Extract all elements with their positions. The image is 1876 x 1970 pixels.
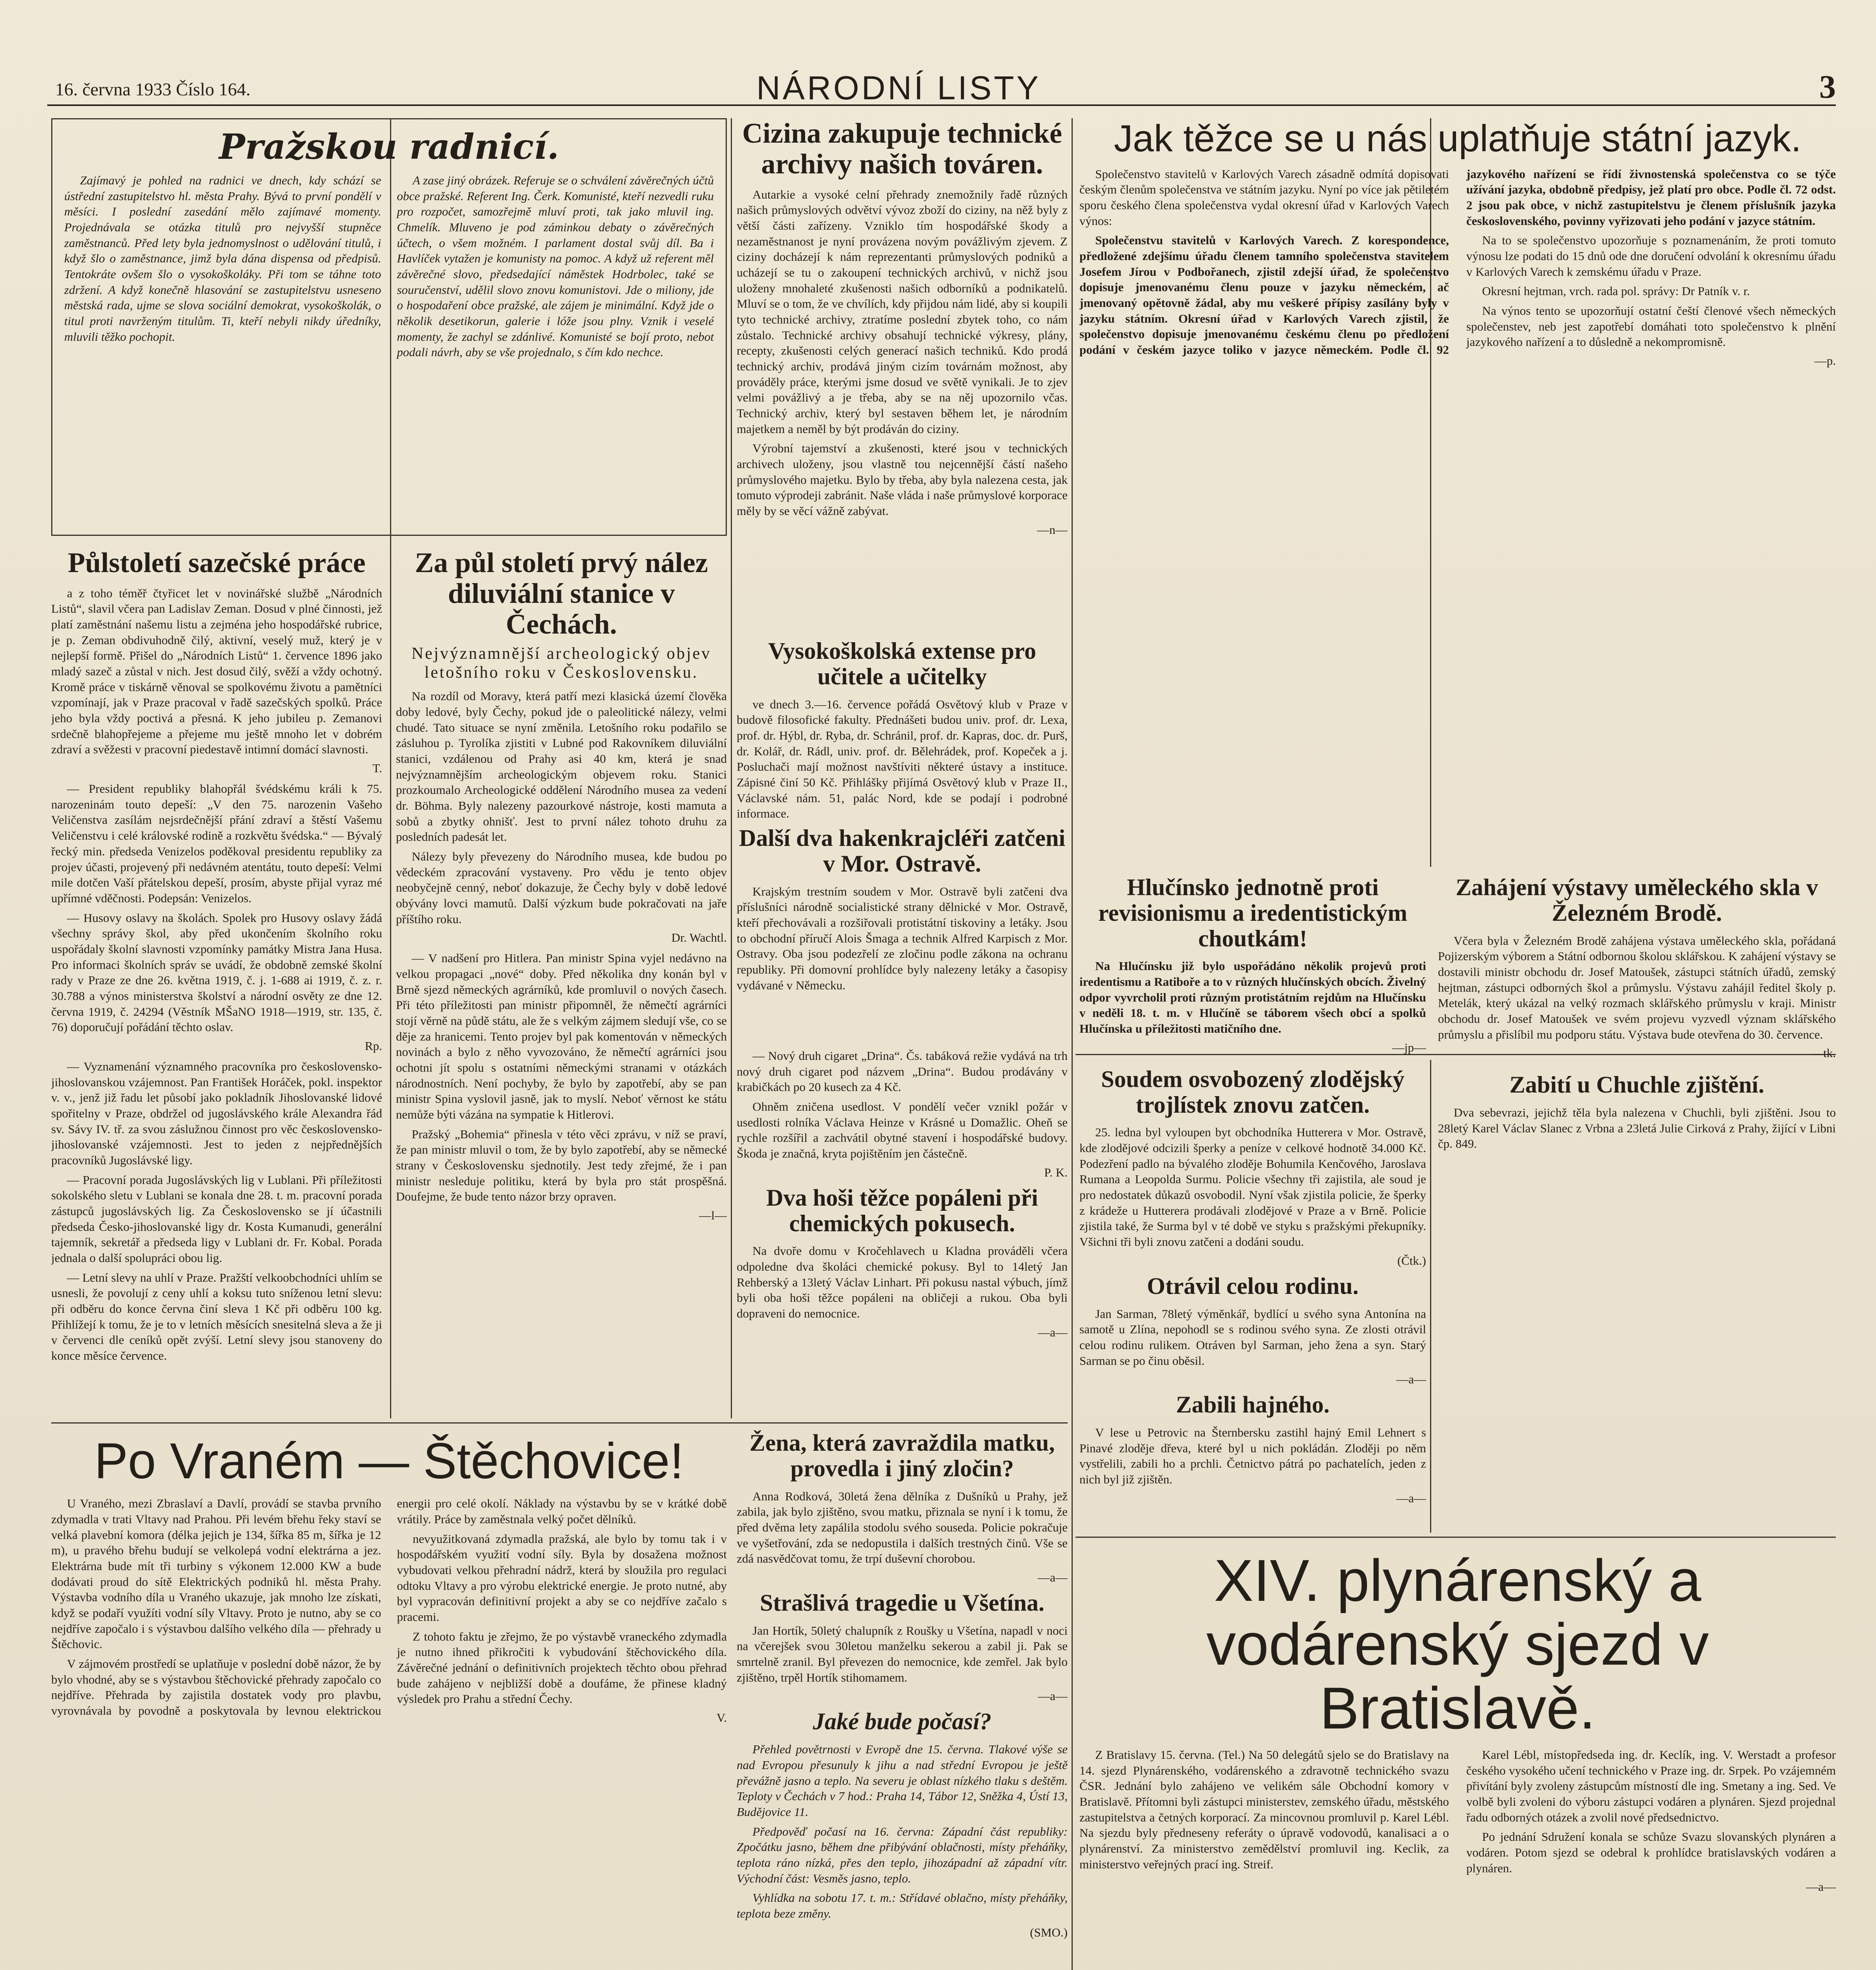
article-signature: Rp. [365,1039,382,1053]
article-paragraph: Autarkie a vysoké celní přehrady znemožnily řadě různých našich průmyslových odvětví vývoz zboží do ciziny, na něž byly z větší části zařízeny. Vzniklo tím hospodářské škody a nezaměstnanost je nyní provázena novým povážlivým zjevem. Z ciziny docházejí k nám reprezentanti průmyslových podniků a ucházejí se tu o zakoupení technických archivů, v nichž jsou uloženy mnohaleté zkušenosti našich odborníků a podnikatelů. Mluví se o tom, že ve chvílích, kdy přijdou nám lidé, aby si koupili tyto technické archivy, ztratíme poslední zbytek toho, co nám zůstalo. Technické archivy obsahují technické výkresy, plány, recepty, zkušenosti celých generací našich techniků. Kdo prodá technický archiv, prodává jiným cizím továrnám možnost, aby prováděly práce, kterými jsme dosud ve světě vynikali. Je to zjev velmi povážlivý a je třeba, aby se na něj upozornilo včas. Technický archiv, který byl sestaven během let, je národním majetkem a neměl by být prodáván do ciziny. [737,187,1068,436]
article-po-vranem [51,1434,727,1970]
article-cizina [737,118,1068,630]
headline: Otrávil celou rodinu. [1147,1273,1359,1299]
article-paragraph: ve dnech 3.—16. července pořádá Osvětový klub v Praze v budově filosofické fakulty. Přednášeti budou univ. prof. dr. Lexa, prof. dr. Hýbl, dr. Ryba, dr. Schránil, prof. dr. Kapras, doc. dr. Purš, dr. Kolář, dr. Rádl, univ. prof. dr. Bělehrádek, prof. Kopeček a j. Posluchači mají možnost navštíviti některé ústavy a instituce. Zápisné činí 50 Kč. Přihlášky přijímá Osvětový klub v Praze II., Václavské nám. 51, palác Nord, kde se podají i podrobné informace. [737,697,1068,821]
news-item: — Nový druh cigaret „Drina“. Čs. tabáková režie vydává na trh nový druh cigaret pod názvem „Drina“. Budou prodávány v krabičkách po 20 kusech za 4 Kč. [737,1049,1068,1094]
headline: Za půl století prvý nález diluviální stanice v Čechách. [414,548,708,640]
headline: Zabití u Chuchle zjištění. [1509,1072,1765,1098]
article-paragraph: V lese u Petrovic na Šternbersku zastihl hajný Emil Lehnert s Pinavé zloděje dřeva, které byl u nich pokládán. Zloději po něm vystřelili, zabili ho a prchli. Četnictvo pátrá po pachatelích, jeden z nich byl již zjištěn. [1079,1425,1426,1487]
article-paragraph: a z toho téměř čtyřicet let v novinářské službě „Národních Listů“, slavil včera pan Ladislav Zeman. Dosud v plné činnosti, jež platí zaměstnání našemu listu a zejména jeho hospodářské rubrice, je p. Zeman obdivuhodně čilý, aktivní, veselý muž, který je v nejlepší formě. Přišel do „Národních Listů“ 1. července 1896 jako mladý sazeč a zůstal v nich. Jest dosud čilý, svěží a vždy ochotný. Kromě práce v tiskárně věnoval se spolkovému životu a pamětníci vzpomínají, jak v Praze pracoval v řadě sazečských spolků. Práce jeho byla vždy poctivá a přesná. K jeho jubileu p. Zemanovi srdečně blahopřejeme a přejeme mu ještě mnoho let v dobrém zdraví a svěžesti v pracovní piedestavě intimní domácí slavnosti. [51,586,382,756]
article-paragraph: Na dvoře domu v Kročehlavech u Kladna prováděli včera odpoledne dva školáci chemické pokusy. Byl to 14letý Jan Rehberský a 13letý Václav Linhart. Při pokusu nastal výbuch, jímž byli oba hoši těžce popáleni na obličeji a rukou. Oba byli dopraveni do nemocnice. [737,1244,1068,1320]
headline: XIV. plynárenský a vodárenský sjezd v Bratislavě. [1206,1548,1709,1741]
article-paragraph: Zajímavý je pohled na radnici ve dnech, kdy schází se ústřední zastupitelstvo hl. města Prahy. Bývá to první pondělí v měsíci. I poslední zasedání mělo zajímavé momenty. Projednávala se otázka titulů pro nejvyšší stupněce zaměstnanců. Před lety byla jednomyslnost o udělování titulů, i když šlo o zaměstnance, jimž byla dána dispensa od předpisů. Tentokráte ovšem šlo o vysokoškoláky. Při tom se táhne toto zdržení. A když konečně hlasování se zastupitelstvu usneseno městská rada, ujme se slova sociální demokrat, vysokoškolák, o titul proti navrženým titulům. Ti, kteří nebyli nikdy úředníky, mluvili těžko pochopit. [64,173,381,344]
article-paragraph: — V nadšení pro Hitlera. Pan ministr Spina vyjel nedávno na velkou propagaci „nové“ doby. Před několika dny konán byl v Brně sjezd německých agrárníků, kde promluvil o nových časech. Při této příležitosti pan ministr připomněl, že němečtí agrárníci stojí věrně na půdě státu, ale že s velkým zájmem sledují vše, co se děje za hranicemi. Tento projev byl pak komentován v německých novinách a bylo z něho vyvozováno, že němečtí agrárníci jsou ochotni jít spolu s ostatními německými stranami v otázkách národnostních. Není pochyby, že bylo by zapotřebí, aby se pan ministr Spina vyslovil jasně, jak to myslí. Neboť věrnost ke státu nemůže býti vázána na sympatie k Hitlerovi. [396,951,727,1122]
column-rule [1430,1060,1431,1533]
article-signature: —l— [699,1208,727,1223]
article-signature: —jp— [1392,1040,1426,1054]
headline: Vysokoškolská extense pro učitele a učitelky [768,638,1036,690]
article-plynarensky-sjezd [1079,1548,1836,1970]
headline: Jak těžce se u nás uplatňuje státní jazyk. [1114,118,1802,160]
article-signature: Dr. Wachtl. [671,931,727,945]
article-col5-middle [1438,875,1836,1533]
masthead-bar [24,47,1852,106]
article-signature: —a— [1038,1570,1068,1584]
section-rule [51,1422,1068,1424]
article-signature: V. [716,1710,727,1725]
article-signature: —a— [1806,1880,1836,1894]
headline: Zabili hajného. [1176,1392,1330,1418]
article-paragraph: Společenstvu stavitelů v Karlových Varech. Z korespondence, předložené zdejšímu úřadu členem tamního společenstva stavitelem Josefem Jírou v Podbořanech, zjistil zdejší úřad, že společenstvo dopisuje jmenovanému členu pouze v jazyku německém, ač jmenovaný opětovně žádal, aby mu veškeré přípisy zasílány byly v jazyku státním. Okresní úřad v Karlových Varech zjistil, že společenstvo dopisuje jmenovanému českému členu po předložení podání v českém jazyce toliko v jazyce německém. Podle čl. 92 jazykového nařízení se řídí živnostenská společenstva co se týče užívání jazyka, obdobně předpisy, jež platí pro obce. Podle čl. 72 odst. 2 jsou pak obce, v nichž zastupitelstvu je členem příslušník jazyka československého, povinny vyřizovati jeho podání v jazyce státním. [1079,167,1836,357]
article-paragraph: Karel Lébl, místopředseda ing. dr. Keclík, ing. V. Werstadt a profesor českého vysokého učení technického v Praze ing. dr. Srpek. Po vzájemném přivítání byly zvoleny zástupcům místností dle ing. Smetany a ing. Sed. Ve volbě byli zvoleni do výboru zástupci vodáren a plynáren. Sjezd projednal řadu odborných otázek a zvolil nové předsednictvo. [1466,1748,1836,1824]
article-paragraph: Výrobní tajemství a zkušenosti, které jsou v technických archivech uloženy, jsou vlastně tou nejcennější částí našeho průmyslového majetku. Bylo by třeba, aby byla nalezena cesta, jak tomuto výprodeji zabránit. Naše vláda i naše průmyslové korporace měly by se věcí vážně zabývat. [737,441,1068,518]
article-col3-lower [737,1430,1068,1970]
article-signature: (SMO.) [1030,1925,1068,1939]
headline: Jaké bude počasí? [813,1708,992,1735]
header-rule [47,104,1836,106]
article-signature: —a— [1038,1689,1068,1703]
headline: Po Vraném — Štěchovice! [94,1434,684,1489]
article-vysokoskolska [737,638,1068,1040]
page-number: 3 [1819,69,1836,105]
news-item: — Vyznamenání významného pracovníka pro československo-jihoslovanskou vzájemnost. Pan František Horáček, pokl. inspektor v. v., jenž již řadu let působí jako pokladník Jihoslovanské lidové spořitelny v Praze, obdržel od jugoslávského krále Alexandra řád sv. Sávy IV. tř. za svou záslužnou činnost pro věc československo-jihoslovanské vzájemnosti. Jest to jeden z nejpřednějších pracovníků Jugoslávské ligy. [51,1059,382,1167]
column-rule [1072,118,1073,1970]
article-paragraph: Z Bratislavy 15. června. (Tel.) Na 50 delegátů sjelo se do Bratislavy na 14. sjezd Plynárenského, vodárenského a zdravotně technického svazu ČSR. Jednání bylo zahájeno ve velikém sále Obchodní komory v Bratislavě. Přítomni byli zástupci ministerstev, zemského úřadu, městského zastupitelstva a četných korporací. Za mincovnou promluvil p. Karel Lébl. Na sjezdu byly předneseny referáty o úpravě vodovodů, kanalisaci a o plynárenství. Za ministerstvo zemědělství promluvil ing. Keclik, za ministerstvo veřejných prací ing. Streif. [1079,1748,1449,1871]
article-signature: —tk. [1811,1046,1836,1060]
headline: Soudem osvobozený zlodějský trojlístek znovu zatčen. [1101,1066,1405,1118]
article-paragraph: Předpověď počasí na 16. června: Západní část republiky: Zpočátku jasno, během dne přibývání oblačnosti, místy přeháňky, teplota ráno nízká, přes den teplo, jihozápadní až západní vítr. Východní část: Vesměs jasno, teplo. [737,1824,1068,1885]
news-item: — President republiky blahopřál švédskému králi k 75. narozeninám touto depeší: „V den 75. narozenin Vašeho Veličenstva zasílám nejsrdečnější přání zdraví a štěstí Vašemu Veličenstvu i celé královské rodině a rozkvětu švédska.“ — Bývalý řecký min. předseda Venizelos poděkoval presidentu republiky za projev účasti, projevený při nedávném atentátu, touto depeší: Velmi mile dotčen Vaší přátelskou depeší, prosím, abyste přijal vyraz mé upřímné vděčnosti. Podepsán: Venizelos. [51,782,382,905]
article-jak-tezce [1079,118,1836,867]
article-paragraph: Jan Sarman, 78letý výměnkář, bydlící u svého syna Antonína na samotě u Zlína, nepohodl se s rodinou svého syna. Ze zlosti otrávil celou rodinu rulikem. Otráven byl Sarman, jeho žena a syn. Starý Sarman se po činu oběsil. [1079,1307,1426,1368]
article-paragraph: Jan Hortík, 50letý chalupník z Roušky u Všetína, napadl v noci na včerejšek svou 30letou manželku sekerou a zabil ji. Pak se smrtelně zranil. Byl převezen do nemocnice, kde zemřel. Jak bylo zjištěno, trpěl Hortík stihomamem. [737,1623,1068,1684]
article-dalsi [737,1048,1068,1418]
headline: Další dva hakenkrajcléři zatčeni v Mor. Ostravě. [739,825,1066,877]
article-paragraph: Přehled povětrnosti v Evropě dne 15. června. Tlakové výše se nad Evropou přesunuly k jihu a nad střední Evropou je ještě převážně jasno a teplo. Na severu je oblast nízkého tlaku s deštěm. Teploty v Čechách v 7 hod.: Praha 14, Tábor 12, Sněžka 4, Ústí 13, Budějovice 11. [737,1742,1068,1819]
article-col4-middle [1079,875,1426,1533]
article-signature: —a— [1396,1491,1426,1505]
article-signature: P. K. [1044,1165,1068,1179]
article-paragraph: Na to se společenstvo upozorňuje s poznamenáním, že proti tomuto výnosu lze podati do 15 dnů ode dne doručení odvolání k okresnímu úřadu v Karlových Varech k zemskému úřadu v Praze. [1466,233,1836,279]
masthead-title: NÁRODNÍ LISTY [756,69,1041,106]
article-paragraph: 25. ledna byl vyloupen byt obchodníka Hutterera v Mor. Ostravě, kde zlodějové odcizili šperky a peníze v celkové hodnotě 34.000 Kč. Podezření padlo na bývalého zloděje Bohumila Kenčového, Jaroslava Rumana a Leopolda Surmu. Policie všechny tři zajistila, ale soud je pro nedostatek důkazů osvobodil. Nyní však zjistila policie, že šperky z krádeže u Hutterera prodávali zlodějové v Praze a v Brně. Policie zjistila také, že Surma byl v té době ve styku s pražskými překupníky. Všichni tři byli znovu zatčeni a dodáni soudu. [1079,1125,1426,1249]
article-pulstoleti [51,548,382,1414]
article-paragraph: Krajským trestním soudem v Mor. Ostravě byli zatčeni dva příslušníci národně socialistické strany dělnické v Mor. Ostravě, kteří přechovávali a rozšiřovali protistátní tiskoviny a letáky. Jsou to obchodní příručí Alois Šmaga a technik Alfred Karpisch z Mor. Ostravy. Oba jsou podezřelí ze zločinu podle zákona na ochranu republiky. Při domovní prohlídce byly nalezeny letáky a časopisy vydávané v Německu. [737,884,1068,992]
article-paragraph: Dva sebevrazi, jejichž těla byla nalezena v Chuchli, byli zjištěni. Jsou to 28letý Karel Václav Slanec z Vrbna a 23letá Julie Cirková z Prahy, žijící v Libni čp. 849. [1438,1106,1836,1151]
article-paragraph: Nálezy byly převezeny do Národního musea, kde budou po vědeckém zpracování vystaveny. Pro vědu je tento objev neobyčejně cenný, neboť dokazuje, že Čechy byly v době ledové obývány lovci mamutů. Další výzkum bude pokračovati na jaře příštího roku. [396,849,727,926]
article-paragraph: Společenstvo stavitelů v Karlových Varech zásadně odmítá dopisovati českým členům společenstva ve státním jazyku. Nyní po více jak pětiletém sporu českého člena společenstva vydal okresní úřad v Karlových Varech výnos: [1079,167,1449,228]
section-rule [1075,1537,1836,1538]
article-signature: —a— [1038,1325,1068,1339]
article-paragraph: Na výnos tento se upozorňují ostatní čeští členové všech německých společenstev, neb jest zapotřebí domáhati toto společenstvo k plnění jazykového nařízení a to důsledně a nekompromisně. [1466,304,1836,349]
article-signature: —n— [1037,522,1068,537]
article-paragraph: Na rozdíl od Moravy, která patří mezi klasická území člověka doby ledové, byly Čechy, pokud jde o paleolitické nálezy, velmi chudé. Tato situace se nyní změnila. Letošního roku podařilo se zásluhou p. Tyrolíka zjistiti v Lubné pod Rakovníkem diluviální stanici, vzdálenou od Prahy asi 40 km, která je snad nejvýznamnějším archeologickým objevem roku. Stanici prozkoumalo Archeologické oddělení Národního musea za vedení dr. Böhma. Byly nalezeny pazourkové nástroje, kosti mamuta a sobů a zbytky ohnišť. Jest to první nález tohoto druhu za posledních padesát let. [396,689,727,844]
article-paragraph: Z tohoto faktu je zřejmo, že po výstavbě vraneckého zdymadla je nutno ihned přikročiti k vybudování štěchovického díla. Závěrečné jednání o definitivních projektech těchto obou přehrad bude zahájeno v nejbližší době a doufáme, že přinese kladný výsledek pro Prahu a střední Čechy. [397,1629,727,1706]
headline: Cizina zakupuje technické archivy našich továren. [742,118,1062,180]
headline: Dva hoši těžce popáleni při chemických pokusech. [766,1184,1038,1236]
article-signature: —a— [1396,1372,1426,1386]
article-paragraph: U Vraného, mezi Zbraslaví a Davlí, provádí se stavba prvního zdymadla v trati Vltavy nad Prahou. Při levém břehu řeky staví se velká plavební komora (délka jejich je 134, šířka 85 m, šířka je 12 m), u pravého břehu budují se velkolepá vodní elektrárna a jez. Elektrárna bude mít tři turbiny s výkonem 12.000 KW a bude dodávati proud do sítě Elektrických podniků hl. města Prahy. Výstavba vodního díla u Vraného ukazuje, jak mnoho lze získati, když se podaří využíti vodní síly Vltavy. Proto je nutno, aby se co nejdříve započalo i s výstavbou dalšího velkého díla — přehrady u Štěchovic. [51,1496,381,1651]
article-paragraph: Včera byla v Železném Brodě zahájena výstava uměleckého skla, pořádaná Pojizerským výborem a Státní odbornou školou sklářskou. K zahájení výstavy se dostavili ministr obchodu dr. Josef Matoušek, zástupci státních úřadů, zemský hejtman, zástupci odborných škol a průmyslu. Výstavu zahájil ředitel školy p. Metelák, který ukázal na velký rozmach sklářského průmyslu v kraji. Ministr obchodu dr. Josef Matoušek ve svém projevu vyzvedl význam sklářského průmyslu a přislíbil mu podporu státu. Výstava bude otevřena do 30. července. [1438,933,1836,1041]
headline: Pražskou radnicí. [219,126,559,167]
article-paragraph: V zájmovém prostředí se uplatňuje v poslední době názor, že by bylo vhodné, aby se s výstavbou štěchovické přehrady započalo co nejdříve. Přehrada by zajistila dostatek vody pro plavbu, vyrovnávala by povodně a poskytovala by levnou elektrickou energii pro celé okolí. Náklady na výstavbu by se v krátké době vrátily. Práce by zaměstnala velký počet dělníků. [51,1496,727,1717]
article-paragraph: nevyužitkovaná zdymadla pražská, ale bylo by tomu tak i v hospodářském využití vodní síly. Byla by dosažena možnost vybudovati velkou přehradní nádrž, která by sloužila pro regulaci odtoku Vltavy a pro výrobu elektrické energie. Je proto nutné, aby byl vypracován definitivní projekt a aby se co nejdříve začalo s pracemi. [397,1531,727,1624]
headline: Žena, která zavraždila matku, provedla i jiný zločin? [749,1430,1055,1481]
article-paragraph: Okresní hejtman, vrch. rada pol. správy: Dr Patník v. r. [1482,284,1750,298]
article-paragraph: Na Hlučínsku již bylo uspořádáno několik projevů proti iredentismu a Ratiboře a to v různých hlučínských obcích. Živelný odpor vyvrcholil proti různým protistátním rejdům na Hlučínsku v neděli 18. t. m. v Hlučíně se táborem všech obcí a spolků Hlučínska u příležitosti matičního dne. [1079,959,1426,1036]
column-rule [731,118,732,1418]
news-item: Ohněm zničena usedlost. V pondělí večer vznikl požár v usedlosti rolníka Václava Heinze v Krásné u Domažlic. Oheň se rychle rozšířil a zachvátil obytné stavení i hospodářské budovy. Škoda je značná, kryta pojištěním jen částečně. [737,1100,1068,1161]
headline: Půlstoletí sazečské práce [68,548,366,578]
article-paragraph: Vyhlídka na sobotu 17. t. m.: Střídavé oblačno, místy přeháňky, teplota beze změny. [737,1891,1068,1920]
article-signature: (Čtk.) [1397,1253,1426,1267]
subheadline: Nejvýznamnější archeologický objev letošního roku v Československu. [411,645,711,682]
headline: Strašlivá tragedie u Všetína. [760,1589,1045,1616]
news-item: — Husovy oslavy na školách. Spolek pro Husovy oslavy žádá všechny správy škol, aby před ukončením školního roku uspořádaly školní slavnosti vzpomínky památky Mistra Jana Husa. Pro informaci školních správ se uvádí, že obdobně zemské školní rady v Praze ze dne 26. května 1919, č. j. 1-688 ai 1919, č. z. r. 30.788 a výnos ministerstva školství a národní osvěty ze dne 12. června 1919, č. 24294 (Věstník MŠaNO 1918—1919, str. 135, č. 76) doporučují pořádání těchto oslav. [51,911,382,1034]
news-item: — Pracovní porada Jugoslávských lig v Lublani. Při příležitosti sokolského sletu v Lublani se konala dne 28. t. m. pracovní porada zástupců jugoslávských lig. Za Československo se jí účastnili předseda Česko-jihoslovanské ligy dr. Kosta Kumanudi, generální tajemník, sekretář a předseda ligy v Lublani dr. Fr. Kobal. Porada jednala o další spolupráci obou lig. [51,1173,382,1265]
news-item: — Letní slevy na uhlí v Praze. Pražští velkoobchodníci uhlím se usnesli, že povolují z ceny uhlí a koksu tuto sníženou letní slevu: při odběru do konce června činí sleva 1 Kč při odběru 100 kg. Přihlížejí k tomu, že je to v letních měsících snesitelná sleva a že ji v červenci dle ceníků opět zvýší. Letní slevy jsou stanoveny do konce měsíce července. [51,1270,382,1362]
issue-date: 16. června 1933 Číslo 164. [55,79,251,99]
headline: Hlučínsko jednotně proti revisionismu a iredentistickým choutkám! [1098,875,1408,952]
article-paragraph: Anna Rodková, 30letá žena dělníka z Dušníků u Prahy, jež zabila, jak bylo zjištěno, svou matku, přiznala se nyní i k tomu, že před dvěma lety zapálila stodolu svého souseda. Policie pokračuje ve vyšetřování, zda se nedopustila i dalších trestných činů. Vše se zdá nasvědčovat tomu, že trpí duševní chorobou. [737,1489,1068,1566]
article-prazskou-radnici [51,118,727,536]
headline: Zahájení výstavy uměleckého skla v Železném Brodě. [1455,875,1818,926]
article-signature: —p. [1814,354,1836,368]
article-pul-stoleti-nalez [396,548,727,1414]
article-paragraph: Pražský „Bohemia“ přinesla v této věci zprávu, v níž se praví, že pan ministr mluvil o tom, že by bylo zapotřebí, aby se německé strany v Československu sjednotily. Jest tedy zřejmé, že i pan ministr nesleduje politiku, která by byla pro stát prospěšná. Doufejme, že bude tento názor brzy opraven. [396,1127,727,1204]
article-paragraph: Po jednání Sdružení konala se schůze Svazu slovanských plynáren a vodáren. Potom sjezd se odebral k prohlídce bratislavských vodáren a plynáren. [1466,1830,1836,1875]
article-paragraph: A zase jiný obrázek. Referuje se o schválení závěrečných účtů obce pražské. Referent Ing. Čerk. Komunisté, kteří nezvedli ruku pro rozpočet, samozřejmě mluví proti, tak jako mluvil ing. Chmelík. Mluveno je pod záminkou debaty o závěrečných účtech, o všem možném. I parlament dostal svůj díl. Ba i Havlíček vytažen je komunisty na pomoc. A když už referent měl závěrečné slovo, předsedající náměstek Hodrbolec, také se souručenství, udělil slovo znovu komunistovi. Jde o miliony, jde o hospodaření obce pražské, ale zájem je minimální. Když jde o několik desetikorun, galerie i lóže jsou plny. Vznik i veselé momenty, že zachyl se zdánlivé. Komunisté se bojí proto, nebot podali návrh, aby se vše projednalo, s čím kdo nechce. [397,173,714,359]
article-signature: T. [372,761,382,775]
